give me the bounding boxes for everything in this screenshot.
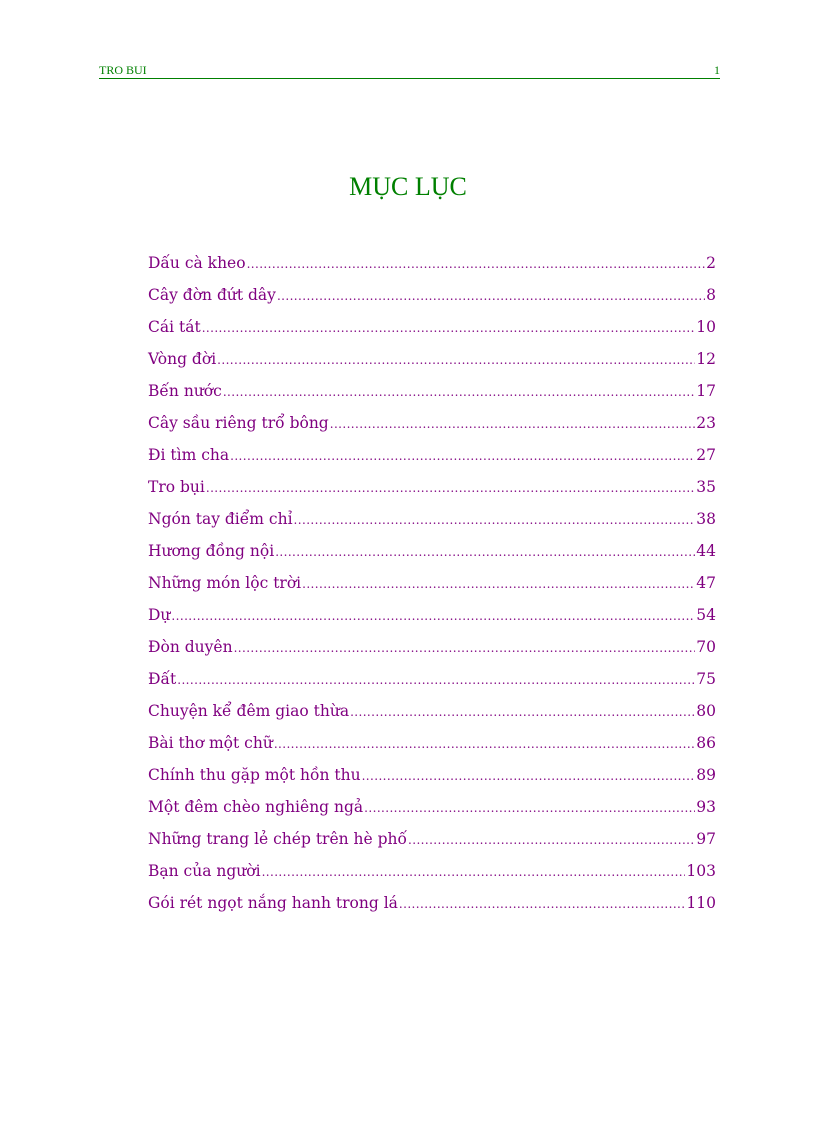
toc-entry[interactable] [148,603,716,635]
toc-entry[interactable] [148,475,716,507]
toc-entry-page: 38 [696,510,716,528]
toc-dot-leader [247,252,706,276]
toc-entry-page: 10 [696,318,716,336]
toc-entry-title: Những món lộc trời [148,574,302,592]
toc-entry[interactable] [148,411,716,443]
toc-entry-page: 23 [696,414,716,432]
toc-entry[interactable] [148,763,716,795]
toc-entry-title: Đi tìm cha [148,446,230,464]
toc-entry-page: 47 [696,574,716,592]
toc-entry-page: 44 [696,542,716,560]
toc-dot-leader [202,316,696,340]
toc-entry-page: 54 [696,606,716,624]
toc-entry-page: 97 [696,830,716,848]
toc-dot-leader [364,796,695,820]
toc-entry[interactable] [148,443,716,475]
toc-entry-title: Tro bụi [148,478,205,496]
toc-entry-title: Chuyện kể đêm giao thừa [148,702,350,720]
toc-entry[interactable] [148,251,716,283]
toc-entry[interactable] [148,507,716,539]
toc-dot-leader [277,284,705,308]
toc-dot-leader [408,828,695,852]
toc-dot-leader [362,764,696,788]
toc-entry-title: Dự [148,606,171,624]
header-page-number: 1 [714,63,720,77]
toc-entry-title: Một đêm chèo nghiêng ngả [148,798,364,816]
toc-dot-leader [275,540,695,564]
toc-entry-page: 110 [686,894,716,912]
toc-entry[interactable] [148,283,716,315]
toc-entry-title: Gói rét ngọt nắng hanh trong lá [148,894,398,912]
toc-entry-title: Bến nước [148,382,222,400]
toc-dot-leader [230,444,695,468]
toc-entry[interactable] [148,315,716,347]
toc-entry-title: Cái tát [148,318,201,336]
toc-entry[interactable] [148,859,716,891]
toc-entry-page: 70 [696,638,716,656]
toc-entry-page: 75 [696,670,716,688]
toc-entry-title: Hương đồng nội [148,542,275,560]
toc-entry-title: Cây đờn đứt dây [148,286,276,304]
toc-dot-leader [223,380,695,404]
toc-entry[interactable] [148,731,716,763]
toc-entry[interactable] [148,379,716,411]
toc-dot-leader [302,572,695,596]
running-header [99,63,720,79]
page-title: MỤC LỤC [349,172,467,201]
toc-entry[interactable] [148,571,716,603]
toc-dot-leader [350,700,695,724]
toc-dot-leader [206,476,695,500]
toc-entry[interactable] [148,699,716,731]
toc-entry[interactable] [148,891,716,923]
toc-entry-page: 17 [696,382,716,400]
toc-entry-page: 89 [696,766,716,784]
table-of-contents [148,251,716,923]
toc-entry[interactable] [148,635,716,667]
toc-entry-page: 27 [696,446,716,464]
toc-entry-title: Bài thơ một chữ [148,734,273,752]
toc-entry[interactable] [148,667,716,699]
toc-entry-page: 8 [706,286,716,304]
toc-entry-title: Vòng đời [148,350,217,368]
toc-entry[interactable] [148,795,716,827]
toc-entry-page: 86 [696,734,716,752]
toc-dot-leader [171,604,695,628]
toc-entry[interactable] [148,827,716,859]
toc-entry-page: 12 [696,350,716,368]
toc-entry-title: Ngón tay điểm chỉ [148,510,293,528]
toc-entry-page: 93 [696,798,716,816]
toc-dot-leader [177,668,695,692]
toc-entry-title: Đòn duyên [148,638,233,656]
toc-entry-page: 80 [696,702,716,720]
toc-dot-leader [262,860,686,884]
toc-dot-leader [399,892,686,916]
toc-entry[interactable] [148,539,716,571]
toc-dot-leader [330,412,696,436]
toc-dot-leader [234,636,696,660]
toc-entry-page: 35 [696,478,716,496]
toc-entry-title: Đất [148,670,177,688]
toc-entry-title: Bạn của người [148,862,261,880]
toc-entry-page: 2 [706,254,716,272]
toc-dot-leader [294,508,696,532]
toc-entry-page: 103 [686,862,716,880]
toc-entry-title: Những trang lẻ chép trên hè phố [148,830,408,848]
toc-dot-leader [217,348,695,372]
toc-entry[interactable] [148,347,716,379]
running-title: TRO BUI [99,63,147,77]
toc-dot-leader [274,732,695,756]
toc-entry-title: Dấu cà kheo [148,254,246,272]
toc-entry-title: Cây sầu riêng trổ bông [148,414,329,432]
toc-entry-title: Chính thu gặp một hồn thu [148,766,361,784]
